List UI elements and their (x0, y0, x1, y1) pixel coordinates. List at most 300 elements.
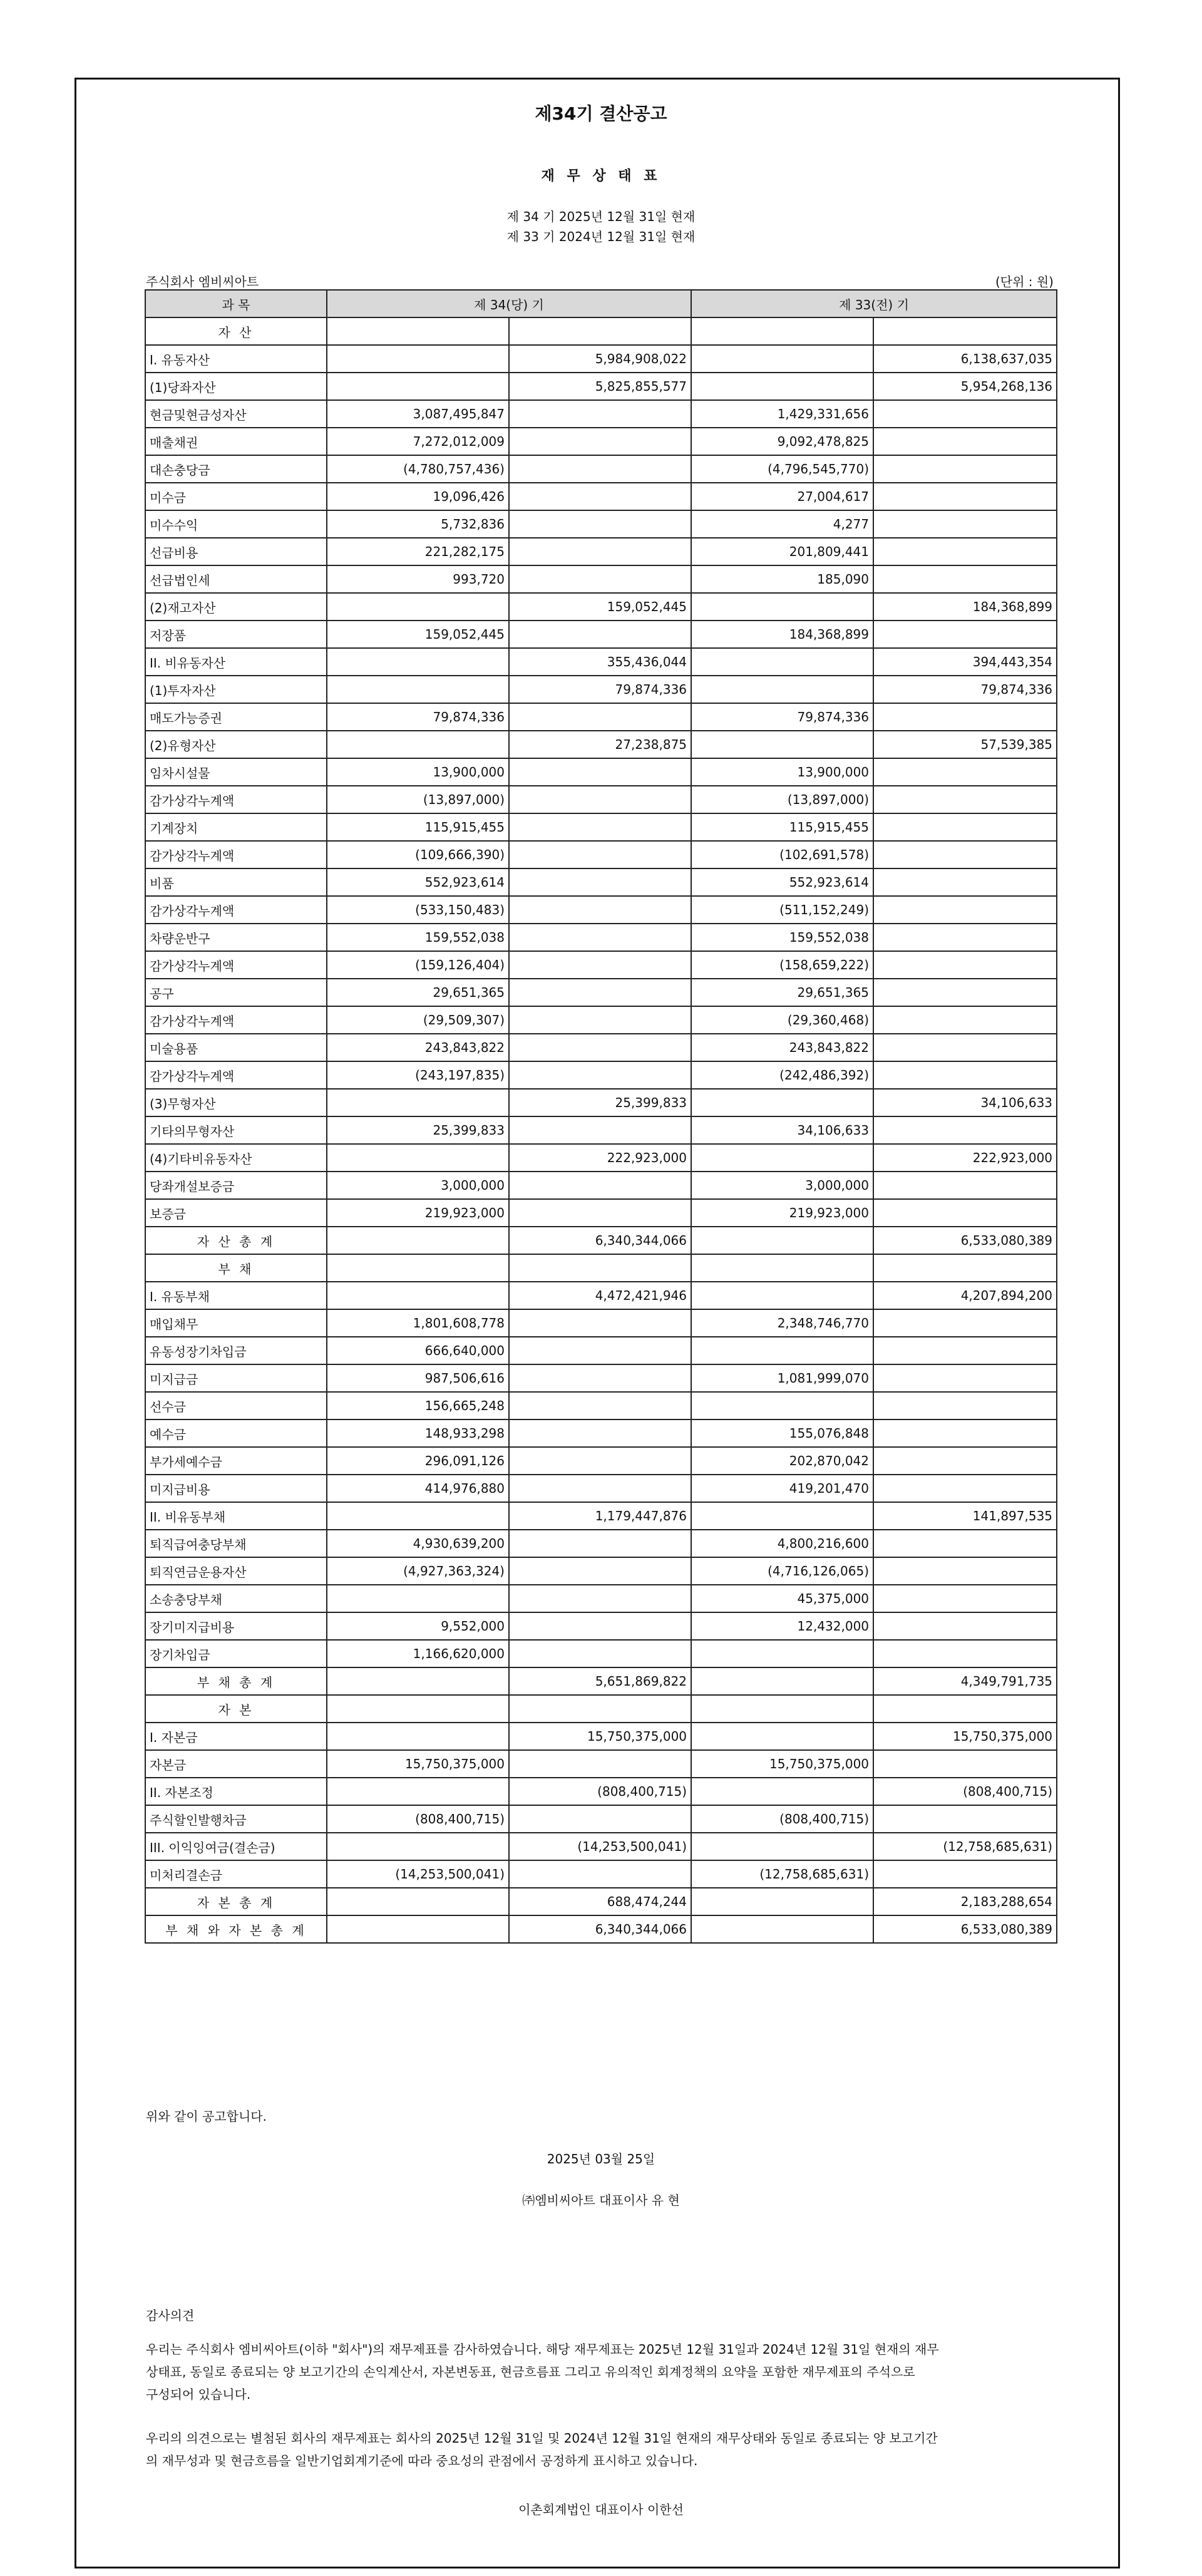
prior-detail-cell (691, 1144, 873, 1172)
current-detail-cell: 15,750,375,000 (327, 1750, 509, 1778)
account-name-cell: 감가상각누계액 (145, 786, 327, 813)
prior-subtotal-cell: 4,207,894,200 (873, 1282, 1057, 1309)
prior-subtotal-cell (873, 1172, 1057, 1199)
table-row (145, 703, 1057, 731)
table-row (145, 924, 1057, 951)
audit-opinion-line-5: 의 재무성과 및 현금흐름을 일반기업회계기준에 따라 중요성의 관점에서 공정하게 표시하고 있습니다. (146, 2453, 698, 2468)
prior-detail-cell: 1,081,999,070 (691, 1364, 873, 1392)
current-subtotal-cell (509, 1419, 691, 1447)
current-detail-cell (327, 1888, 509, 1915)
table-row (145, 979, 1057, 1006)
current-detail-cell: 221,282,175 (327, 538, 509, 565)
prior-detail-cell: 34,106,633 (691, 1116, 873, 1144)
prior-subtotal-cell (873, 758, 1057, 786)
current-subtotal-cell (509, 1172, 691, 1199)
current-detail-cell (327, 1833, 509, 1860)
balance-sheet-table (145, 289, 1057, 1944)
account-name-cell: 유동성장기차입금 (145, 1337, 327, 1364)
prior-detail-cell (691, 1254, 873, 1282)
account-name-cell: 자 산 총 계 (145, 1227, 327, 1254)
current-detail-cell: 4,930,639,200 (327, 1530, 509, 1557)
account-name-cell: 선급법인세 (145, 565, 327, 593)
account-name-cell: 소송충당부채 (145, 1585, 327, 1612)
table-row (145, 317, 1057, 345)
table-row (145, 1888, 1057, 1915)
current-detail-cell (327, 1695, 509, 1723)
account-name-cell: 감가상각누계액 (145, 841, 327, 868)
prior-detail-cell (691, 1695, 873, 1723)
account-name-cell: 감가상각누계액 (145, 951, 327, 979)
prior-subtotal-cell (873, 400, 1057, 428)
current-detail-cell: (159,126,404) (327, 951, 509, 979)
period-current: 제 34 기 2025년 12월 31일 현재 (506, 209, 696, 224)
prior-subtotal-cell (873, 1254, 1057, 1282)
current-subtotal-cell: 5,825,855,577 (509, 373, 691, 400)
table-row (145, 1557, 1057, 1585)
table-row (145, 1309, 1057, 1337)
prior-detail-cell: (4,796,545,770) (691, 455, 873, 483)
prior-subtotal-cell (873, 1557, 1057, 1585)
prior-detail-cell: 219,923,000 (691, 1199, 873, 1227)
current-subtotal-cell (509, 1364, 691, 1392)
account-name-cell: 자 본 (145, 1695, 327, 1723)
prior-detail-cell: 15,750,375,000 (691, 1750, 873, 1778)
notice-text: 위와 같이 공고합니다. (146, 2109, 267, 2124)
account-name-cell: II. 비유동자산 (145, 648, 327, 676)
prior-subtotal-cell (873, 1364, 1057, 1392)
account-name-cell: 미수수익 (145, 510, 327, 538)
table-row (145, 1419, 1057, 1447)
prior-detail-cell (691, 1833, 873, 1860)
prior-detail-cell: (4,716,126,065) (691, 1557, 873, 1585)
account-name-cell: 부 채 (145, 1254, 327, 1282)
table-row (145, 1833, 1057, 1860)
account-name-cell: 자 산 (145, 317, 327, 345)
table-row (145, 1254, 1057, 1282)
table-row (145, 1227, 1057, 1254)
account-name-cell: I. 자본금 (145, 1723, 327, 1750)
current-detail-cell (327, 1227, 509, 1254)
prior-subtotal-cell (873, 1419, 1057, 1447)
table-row (145, 1144, 1057, 1172)
account-name-cell: 미수금 (145, 483, 327, 510)
prior-subtotal-cell: 79,874,336 (873, 676, 1057, 703)
period-prior: 제 33 기 2024년 12월 31일 현재 (506, 229, 696, 244)
current-detail-cell (327, 676, 509, 703)
table-row (145, 593, 1057, 621)
current-detail-cell (327, 1667, 509, 1695)
prior-subtotal-cell (873, 565, 1057, 593)
prior-detail-cell: 9,092,478,825 (691, 428, 873, 455)
prior-subtotal-cell: 184,368,899 (873, 593, 1057, 621)
table-row (145, 1392, 1057, 1419)
table-row (145, 1778, 1057, 1805)
prior-subtotal-cell (873, 813, 1057, 841)
table-row (145, 621, 1057, 648)
prior-subtotal-cell (873, 1695, 1057, 1723)
current-subtotal-cell (509, 1034, 691, 1061)
account-name-cell: 부 채 와 자 본 총 계 (145, 1915, 327, 1943)
account-name-cell: 자 본 총 계 (145, 1888, 327, 1915)
account-name-cell: 장기차입금 (145, 1640, 327, 1667)
prior-subtotal-cell (873, 1475, 1057, 1502)
prior-subtotal-cell: 6,138,637,035 (873, 345, 1057, 373)
company-signature: ㈜엠비씨아트 대표이사 유 현 (522, 2193, 680, 2208)
current-detail-cell: 25,399,833 (327, 1116, 509, 1144)
prior-subtotal-cell (873, 317, 1057, 345)
prior-detail-cell (691, 345, 873, 373)
current-subtotal-cell (509, 428, 691, 455)
prior-subtotal-cell: 4,349,791,735 (873, 1667, 1057, 1695)
table-row (145, 1585, 1057, 1612)
table-row (145, 1116, 1057, 1144)
prior-detail-cell (691, 676, 873, 703)
prior-detail-cell: 155,076,848 (691, 1419, 873, 1447)
current-subtotal-cell (509, 1061, 691, 1089)
prior-detail-cell: 45,375,000 (691, 1585, 873, 1612)
prior-detail-cell: (29,360,468) (691, 1006, 873, 1034)
table-row (145, 731, 1057, 758)
prior-detail-cell: (102,691,578) (691, 841, 873, 868)
current-detail-cell (327, 373, 509, 400)
current-detail-cell: 1,801,608,778 (327, 1309, 509, 1337)
current-subtotal-cell (509, 621, 691, 648)
current-detail-cell (327, 648, 509, 676)
prior-subtotal-cell: 5,954,268,136 (873, 373, 1057, 400)
table-row (145, 1364, 1057, 1392)
table-row (145, 1199, 1057, 1227)
current-detail-cell: (109,666,390) (327, 841, 509, 868)
table-row (145, 1447, 1057, 1475)
current-subtotal-cell (509, 896, 691, 924)
account-name-cell: 예수금 (145, 1419, 327, 1447)
table-row (145, 1034, 1057, 1061)
current-subtotal-cell (509, 1475, 691, 1502)
table-row (145, 1805, 1057, 1833)
current-detail-cell (327, 1144, 509, 1172)
current-subtotal-cell (509, 1860, 691, 1888)
table-row (145, 1530, 1057, 1557)
table-row (145, 538, 1057, 565)
table-row (145, 758, 1057, 786)
current-detail-cell: 219,923,000 (327, 1199, 509, 1227)
current-subtotal-cell: 79,874,336 (509, 676, 691, 703)
prior-detail-cell: 79,874,336 (691, 703, 873, 731)
current-detail-cell: 3,087,495,847 (327, 400, 509, 428)
account-name-cell: 주식할인발행차금 (145, 1805, 327, 1833)
prior-subtotal-cell (873, 455, 1057, 483)
table-row (145, 1612, 1057, 1640)
prior-detail-cell: 27,004,617 (691, 483, 873, 510)
prior-subtotal-cell (873, 1585, 1057, 1612)
current-subtotal-cell (509, 565, 691, 593)
table-row (145, 868, 1057, 896)
prior-detail-cell: 202,870,042 (691, 1447, 873, 1475)
current-detail-cell: (13,897,000) (327, 786, 509, 813)
table-row (145, 510, 1057, 538)
current-detail-cell: (14,253,500,041) (327, 1860, 509, 1888)
table-row (145, 813, 1057, 841)
prior-subtotal-cell (873, 703, 1057, 731)
table-row (145, 1667, 1057, 1695)
prior-subtotal-cell (873, 979, 1057, 1006)
page-title: 제34기 결산공고 (535, 103, 667, 124)
current-subtotal-cell (509, 1309, 691, 1337)
prior-detail-cell: 201,809,441 (691, 538, 873, 565)
table-row (145, 1475, 1057, 1502)
account-name-cell: (4)기타비유동자산 (145, 1144, 327, 1172)
current-detail-cell (327, 593, 509, 621)
table-row (145, 483, 1057, 510)
account-name-cell: (1)당좌자산 (145, 373, 327, 400)
prior-detail-cell: (13,897,000) (691, 786, 873, 813)
current-subtotal-cell (509, 1750, 691, 1778)
prior-detail-cell: 12,432,000 (691, 1612, 873, 1640)
prior-detail-cell: 185,090 (691, 565, 873, 593)
account-name-cell: 미지급비용 (145, 1475, 327, 1502)
prior-subtotal-cell (873, 1750, 1057, 1778)
current-detail-cell: 7,272,012,009 (327, 428, 509, 455)
current-detail-cell: 159,052,445 (327, 621, 509, 648)
account-name-cell: 퇴직연금운용자산 (145, 1557, 327, 1585)
current-detail-cell (327, 1282, 509, 1309)
header-account: 과 목 (145, 290, 327, 317)
current-detail-cell (327, 731, 509, 758)
prior-subtotal-cell (873, 538, 1057, 565)
prior-detail-cell (691, 593, 873, 621)
prior-detail-cell (691, 648, 873, 676)
account-name-cell: 선수금 (145, 1392, 327, 1419)
prior-subtotal-cell (873, 1034, 1057, 1061)
prior-subtotal-cell (873, 951, 1057, 979)
audit-opinion-line-1: 우리는 주식회사 엠비씨아트(이하 "회사")의 재무제표를 감사하였습니다. 해당 재무제표는 2025년 12월 31일과 2024년 12월 31일 현재의 재무 (146, 2342, 939, 2357)
table-row (145, 400, 1057, 428)
current-subtotal-cell (509, 510, 691, 538)
table-row (145, 1695, 1057, 1723)
prior-subtotal-cell (873, 896, 1057, 924)
prior-subtotal-cell (873, 1006, 1057, 1034)
prior-detail-cell (691, 1640, 873, 1667)
prior-detail-cell (691, 1888, 873, 1915)
current-subtotal-cell (509, 951, 691, 979)
account-name-cell: 선급비용 (145, 538, 327, 565)
table-row (145, 841, 1057, 868)
table-row (145, 1006, 1057, 1034)
account-name-cell: 차량운반구 (145, 924, 327, 951)
current-subtotal-cell (509, 758, 691, 786)
current-subtotal-cell (509, 1695, 691, 1723)
prior-detail-cell (691, 317, 873, 345)
prior-subtotal-cell (873, 1530, 1057, 1557)
table-row (145, 1172, 1057, 1199)
prior-subtotal-cell (873, 1612, 1057, 1640)
table-row (145, 1282, 1057, 1309)
prior-detail-cell: (158,659,222) (691, 951, 873, 979)
current-detail-cell: (243,197,835) (327, 1061, 509, 1089)
table-row (145, 1502, 1057, 1530)
prior-subtotal-cell (873, 786, 1057, 813)
current-detail-cell: 666,640,000 (327, 1337, 509, 1364)
current-subtotal-cell (509, 786, 691, 813)
account-name-cell: I. 유동자산 (145, 345, 327, 373)
table-row (145, 896, 1057, 924)
account-name-cell: III. 이익잉여금(결손금) (145, 1833, 327, 1860)
prior-detail-cell: 552,923,614 (691, 868, 873, 896)
table-row (145, 455, 1057, 483)
account-name-cell: 매입채무 (145, 1309, 327, 1337)
account-name-cell: 부가세예수금 (145, 1447, 327, 1475)
current-detail-cell (327, 345, 509, 373)
prior-detail-cell (691, 1227, 873, 1254)
account-name-cell: 기타의무형자산 (145, 1116, 327, 1144)
prior-detail-cell: (12,758,685,631) (691, 1860, 873, 1888)
account-name-cell: 대손충당금 (145, 455, 327, 483)
table-row (145, 1750, 1057, 1778)
prior-detail-cell: 2,348,746,770 (691, 1309, 873, 1337)
prior-detail-cell: 1,429,331,656 (691, 400, 873, 428)
prior-detail-cell: 29,651,365 (691, 979, 873, 1006)
current-subtotal-cell (509, 924, 691, 951)
prior-subtotal-cell: 2,183,288,654 (873, 1888, 1057, 1915)
current-detail-cell (327, 317, 509, 345)
prior-subtotal-cell: (808,400,715) (873, 1778, 1057, 1805)
current-detail-cell (327, 1915, 509, 1943)
account-name-cell: 임차시설물 (145, 758, 327, 786)
current-subtotal-cell: 222,923,000 (509, 1144, 691, 1172)
current-detail-cell: 115,915,455 (327, 813, 509, 841)
audit-opinion-line-3: 구성되어 있습니다. (146, 2387, 251, 2402)
current-detail-cell: 156,665,248 (327, 1392, 509, 1419)
account-name-cell: 감가상각누계액 (145, 1006, 327, 1034)
table-row (145, 676, 1057, 703)
current-detail-cell: (29,509,307) (327, 1006, 509, 1034)
unit-label: (단위 : 원) (995, 274, 1054, 289)
header-prior: 제 33(전) 기 (691, 290, 1057, 317)
prior-detail-cell: 4,277 (691, 510, 873, 538)
prior-subtotal-cell: (12,758,685,631) (873, 1833, 1057, 1860)
current-subtotal-cell (509, 979, 691, 1006)
table-row (145, 648, 1057, 676)
prior-subtotal-cell (873, 1860, 1057, 1888)
prior-detail-cell (691, 1915, 873, 1943)
current-subtotal-cell (509, 703, 691, 731)
account-name-cell: 현금및현금성자산 (145, 400, 327, 428)
current-detail-cell: (4,927,363,324) (327, 1557, 509, 1585)
current-detail-cell: 5,732,836 (327, 510, 509, 538)
current-subtotal-cell (509, 1447, 691, 1475)
table-row (145, 428, 1057, 455)
prior-subtotal-cell: 222,923,000 (873, 1144, 1057, 1172)
current-detail-cell: 13,900,000 (327, 758, 509, 786)
account-name-cell: 비품 (145, 868, 327, 896)
prior-detail-cell (691, 1392, 873, 1419)
current-subtotal-cell: 688,474,244 (509, 1888, 691, 1915)
prior-subtotal-cell (873, 1061, 1057, 1089)
current-subtotal-cell (509, 841, 691, 868)
prior-subtotal-cell (873, 1805, 1057, 1833)
prior-subtotal-cell: 141,897,535 (873, 1502, 1057, 1530)
table-row (145, 1723, 1057, 1750)
prior-subtotal-cell (873, 428, 1057, 455)
account-name-cell: (2)재고자산 (145, 593, 327, 621)
account-name-cell: 보증금 (145, 1199, 327, 1227)
current-subtotal-cell: 6,340,344,066 (509, 1915, 691, 1943)
prior-detail-cell: (511,152,249) (691, 896, 873, 924)
current-subtotal-cell (509, 1557, 691, 1585)
audit-opinion-line-4: 우리의 의견으로는 별첨된 회사의 재무제표는 회사의 2025년 12월 31일 및 2024년 12월 31일 현재의 재무상태와 동일로 종료되는 양 보고기간 (146, 2431, 938, 2446)
prior-subtotal-cell (873, 621, 1057, 648)
current-detail-cell: (4,780,757,436) (327, 455, 509, 483)
prior-subtotal-cell (873, 868, 1057, 896)
account-name-cell: 자본금 (145, 1750, 327, 1778)
current-subtotal-cell (509, 455, 691, 483)
prior-detail-cell: 243,843,822 (691, 1034, 873, 1061)
table-row (145, 1640, 1057, 1667)
table-row (145, 1337, 1057, 1364)
table-row (145, 1061, 1057, 1089)
account-name-cell: 부 채 총 계 (145, 1667, 327, 1695)
prior-detail-cell (691, 1778, 873, 1805)
table-row (145, 345, 1057, 373)
account-name-cell: 매출채권 (145, 428, 327, 455)
current-subtotal-cell (509, 868, 691, 896)
current-subtotal-cell: 15,750,375,000 (509, 1723, 691, 1750)
prior-subtotal-cell (873, 1640, 1057, 1667)
account-name-cell: 당좌개설보증금 (145, 1172, 327, 1199)
current-detail-cell: 19,096,426 (327, 483, 509, 510)
current-subtotal-cell: 5,984,908,022 (509, 345, 691, 373)
prior-detail-cell (691, 373, 873, 400)
account-name-cell: II. 자본조정 (145, 1778, 327, 1805)
table-row (145, 565, 1057, 593)
current-detail-cell (327, 1254, 509, 1282)
account-name-cell: 장기미지급비용 (145, 1612, 327, 1640)
current-detail-cell (327, 1778, 509, 1805)
account-name-cell: 미술용품 (145, 1034, 327, 1061)
prior-detail-cell: 13,900,000 (691, 758, 873, 786)
account-name-cell: 기계장치 (145, 813, 327, 841)
current-subtotal-cell (509, 1805, 691, 1833)
current-subtotal-cell: (808,400,715) (509, 1778, 691, 1805)
prior-detail-cell: 3,000,000 (691, 1172, 873, 1199)
prior-detail-cell: 184,368,899 (691, 621, 873, 648)
current-subtotal-cell (509, 1612, 691, 1640)
current-subtotal-cell (509, 1199, 691, 1227)
current-detail-cell (327, 1585, 509, 1612)
account-name-cell: 미지급금 (145, 1364, 327, 1392)
header-current: 제 34(당) 기 (327, 290, 691, 317)
audit-heading: 감사의견 (146, 2308, 195, 2323)
current-subtotal-cell (509, 813, 691, 841)
table-header-row (145, 290, 1057, 317)
notice-date: 2025년 03월 25일 (547, 2151, 655, 2166)
current-subtotal-cell (509, 1585, 691, 1612)
prior-detail-cell (691, 1089, 873, 1116)
current-subtotal-cell (509, 400, 691, 428)
prior-detail-cell: 159,552,038 (691, 924, 873, 951)
account-name-cell: II. 비유동부채 (145, 1502, 327, 1530)
prior-subtotal-cell (873, 1116, 1057, 1144)
current-detail-cell: 148,933,298 (327, 1419, 509, 1447)
current-subtotal-cell: 4,472,421,946 (509, 1282, 691, 1309)
prior-subtotal-cell: 15,750,375,000 (873, 1723, 1057, 1750)
current-detail-cell: 1,166,620,000 (327, 1640, 509, 1667)
current-detail-cell: 243,843,822 (327, 1034, 509, 1061)
current-subtotal-cell (509, 538, 691, 565)
prior-subtotal-cell: 57,539,385 (873, 731, 1057, 758)
table-row (145, 951, 1057, 979)
prior-subtotal-cell (873, 510, 1057, 538)
